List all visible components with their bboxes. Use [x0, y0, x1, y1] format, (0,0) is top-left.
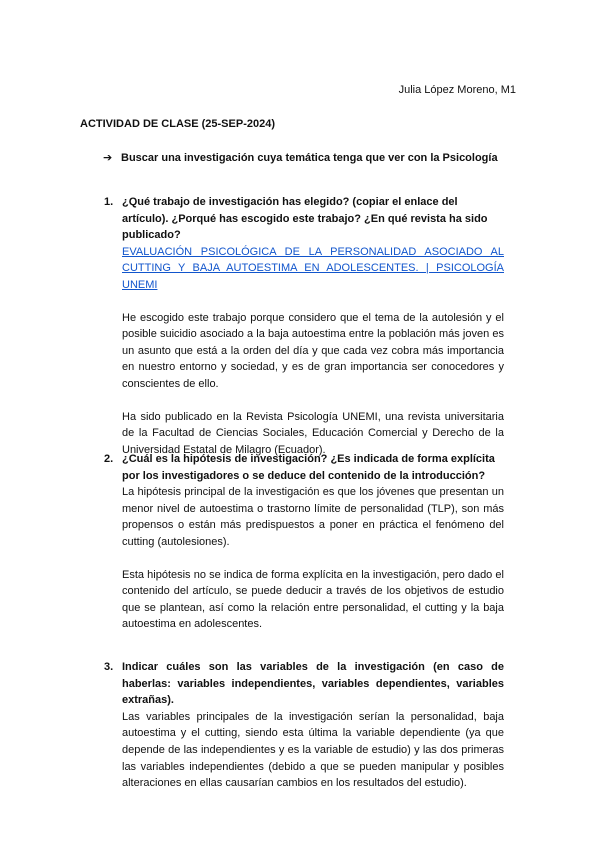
question-1: [104, 194, 504, 458]
answer-paragraph: Esta hipótesis no se indica de forma explícita en la investigación, pero dado el contenido del artículo, se puede deducir a través de los objetivos de estudio que se plantean, así como la relación entre personalidad, el cutting y la baja autoestima en adolescentes.: [122, 568, 504, 631]
question-2: [104, 451, 504, 633]
answer-paragraph: He escogido este trabajo porque considero que el tema de la autolesión y el posible suicidio asociado a la baja autoestima entre la población más joven es un asunto que está a la orden del día y que cada vez cobra más importancia en nuestro entorno y sociedad, y es de gran importancia ser conocedores y conscientes de ello.: [122, 311, 504, 390]
activity-title: ACTIVIDAD DE CLASE (25-SEP-2024): [80, 118, 275, 130]
question-text: ¿Qué trabajo de investigación has elegido? (copiar el enlace del artículo). ¿Porqué has escogido este trabajo? ¿En qué revista ha sido publicado?: [122, 196, 488, 242]
answer-paragraph: Las variables principales de la investigación serían la personalidad, baja autoestima y el cutting, siendo esta última la variable dependiente (ya que depende de las independientes y es la variable de estudio) y las dos primeras las variables independientes (debido a que se pueden manipular y posibles alteraciones en ellas causarían cambios en los resultados del estudio).: [122, 710, 504, 790]
answer-paragraph: Ha sido publicado en la Revista Psicología UNEMI, una revista universitaria de la Facultad de Ciencias Sociales, Educación Comercial y Derecho de la Universidad Estatal de Milagro (Ecuador).: [122, 410, 504, 456]
question-text: Indicar cuáles son las variables de la investigación (en caso de haberlas: variables independientes, variables dependientes, variables extrañas).: [122, 661, 504, 707]
answer-paragraph: La hipótesis principal de la investigación es que los jóvenes que presentan un menor nivel de autoestima o trastorno límite de personalidad (TLP), son más propensos o están más predispuestos a poner en práctica el fenómeno del cutting (autolesiones).: [122, 486, 504, 548]
task-line: [103, 151, 498, 164]
article-link[interactable]: EVALUACIÓN PSICOLÓGICA DE LA PERSONALIDAD ASOCIADO AL CUTTING Y BAJA AUTOESTIMA EN ADOLESCENTES. | PSICOLOGÍA UNEMI: [122, 245, 504, 291]
question-text: ¿Cuál es la hipótesis de investigación? ¿Es indicada de forma explícita por los investigadores o se deduce del contenido de la introducción?: [122, 453, 495, 482]
question-number: 3.: [104, 661, 114, 673]
question-3: [104, 659, 504, 792]
question-number: 1.: [104, 196, 114, 208]
task-text: Buscar una investigación cuya temática tenga que ver con la Psicología: [121, 152, 498, 164]
question-number: 2.: [104, 453, 114, 465]
arrow-right-icon: ➔: [103, 152, 113, 164]
author-name: Julia López Moreno, M1: [398, 84, 516, 96]
